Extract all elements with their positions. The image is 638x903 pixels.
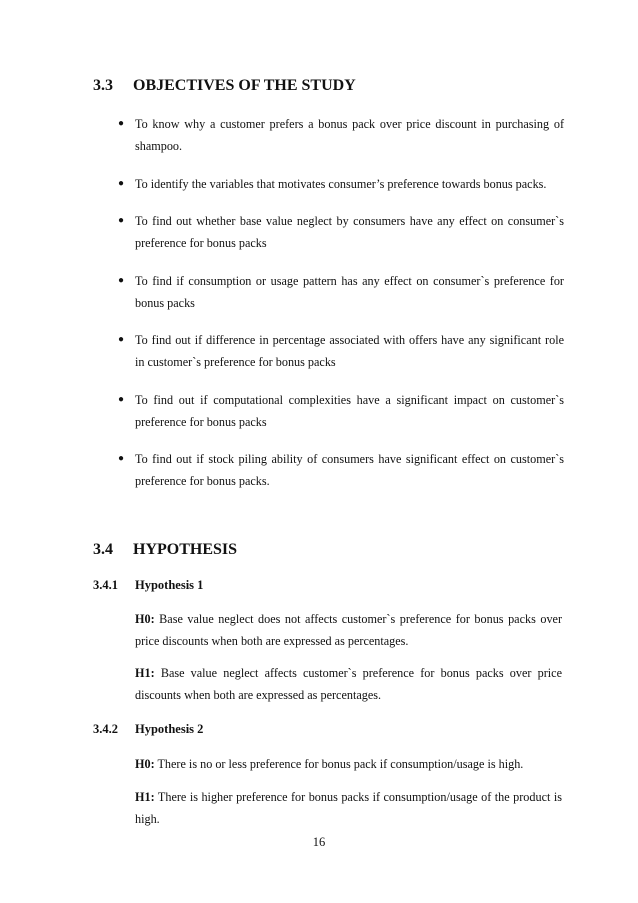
hypothesis-2-h1 [135, 786, 562, 830]
bullet-icon: ● [118, 118, 125, 129]
h0-label: H0: [135, 757, 155, 771]
section-number: 3.3 [93, 77, 113, 94]
bullet-icon: ● [118, 453, 125, 464]
objective-text: To find if consumption or usage pattern has any effect on consumer`s preference for bonus packs [135, 273, 564, 310]
objective-text: To know why a customer prefers a bonus pack over price discount in purchasing of shampoo. [135, 117, 564, 153]
hypothesis-2-h0 [135, 753, 562, 775]
hypothesis-1-h0 [135, 608, 562, 652]
objective-text: To find out if stock piling ability of consumers have significant effect on customer`s preference for bonus packs. [135, 452, 564, 488]
objective-item [114, 329, 564, 373]
page-number: 16 [312, 835, 326, 849]
objective-item [114, 389, 564, 433]
section-heading-objectives [93, 77, 356, 95]
objective-item [114, 113, 564, 157]
h1-text: Base value neglect affects customer`s preference for bonus packs over price discounts when both are expressed as percentages. [135, 666, 562, 702]
objective-text: To find out if computational complexities have a significant impact on customer`s preference for bonus packs [135, 392, 564, 429]
subsection-title: Hypothesis 2 [135, 722, 204, 736]
h0-label: H0: [135, 612, 155, 626]
objective-text: To find out whether base value neglect by consumers have any effect on consumer`s preference for bonus packs [135, 214, 564, 250]
bullet-icon: ● [118, 215, 125, 226]
h0-text: There is no or less preference for bonus pack if consumption/usage is high. [157, 757, 524, 771]
subsection-title: Hypothesis 1 [135, 578, 204, 592]
objective-item [114, 210, 564, 254]
h0-text: Base value neglect does not affects customer`s preference for bonus packs over price discounts when both are expressed as percentages. [135, 612, 563, 648]
bullet-icon: ● [118, 393, 125, 405]
section-number: 3.4 [93, 541, 113, 558]
section-title: OBJECTIVES OF THE STUDY [133, 77, 356, 94]
objectives-list [114, 113, 564, 508]
h1-text: There is higher preference for bonus packs if consumption/usage of the product is high. [135, 790, 562, 826]
subsection-number: 3.4.2 [93, 722, 118, 736]
h1-label: H1: [135, 790, 155, 804]
hypothesis-1-h1 [135, 662, 562, 706]
objective-item [114, 448, 564, 492]
objective-text: To identify the variables that motivates consumer’s preference towards bonus packs. [135, 176, 547, 191]
bullet-icon: ● [118, 177, 125, 189]
section-heading-hypothesis [93, 541, 237, 559]
subsection-number: 3.4.1 [93, 578, 118, 592]
bullet-icon: ● [118, 334, 125, 345]
objective-item [114, 173, 564, 195]
subsection-heading-hypothesis-1 [93, 578, 203, 593]
section-title: HYPOTHESIS [133, 541, 238, 558]
h1-label: H1: [135, 666, 155, 680]
bullet-icon: ● [118, 274, 125, 286]
subsection-heading-hypothesis-2 [93, 722, 203, 737]
objective-item [114, 270, 564, 314]
objective-text: To find out if difference in percentage associated with offers have any significant role in customer`s preference for bonus packs [135, 333, 564, 369]
